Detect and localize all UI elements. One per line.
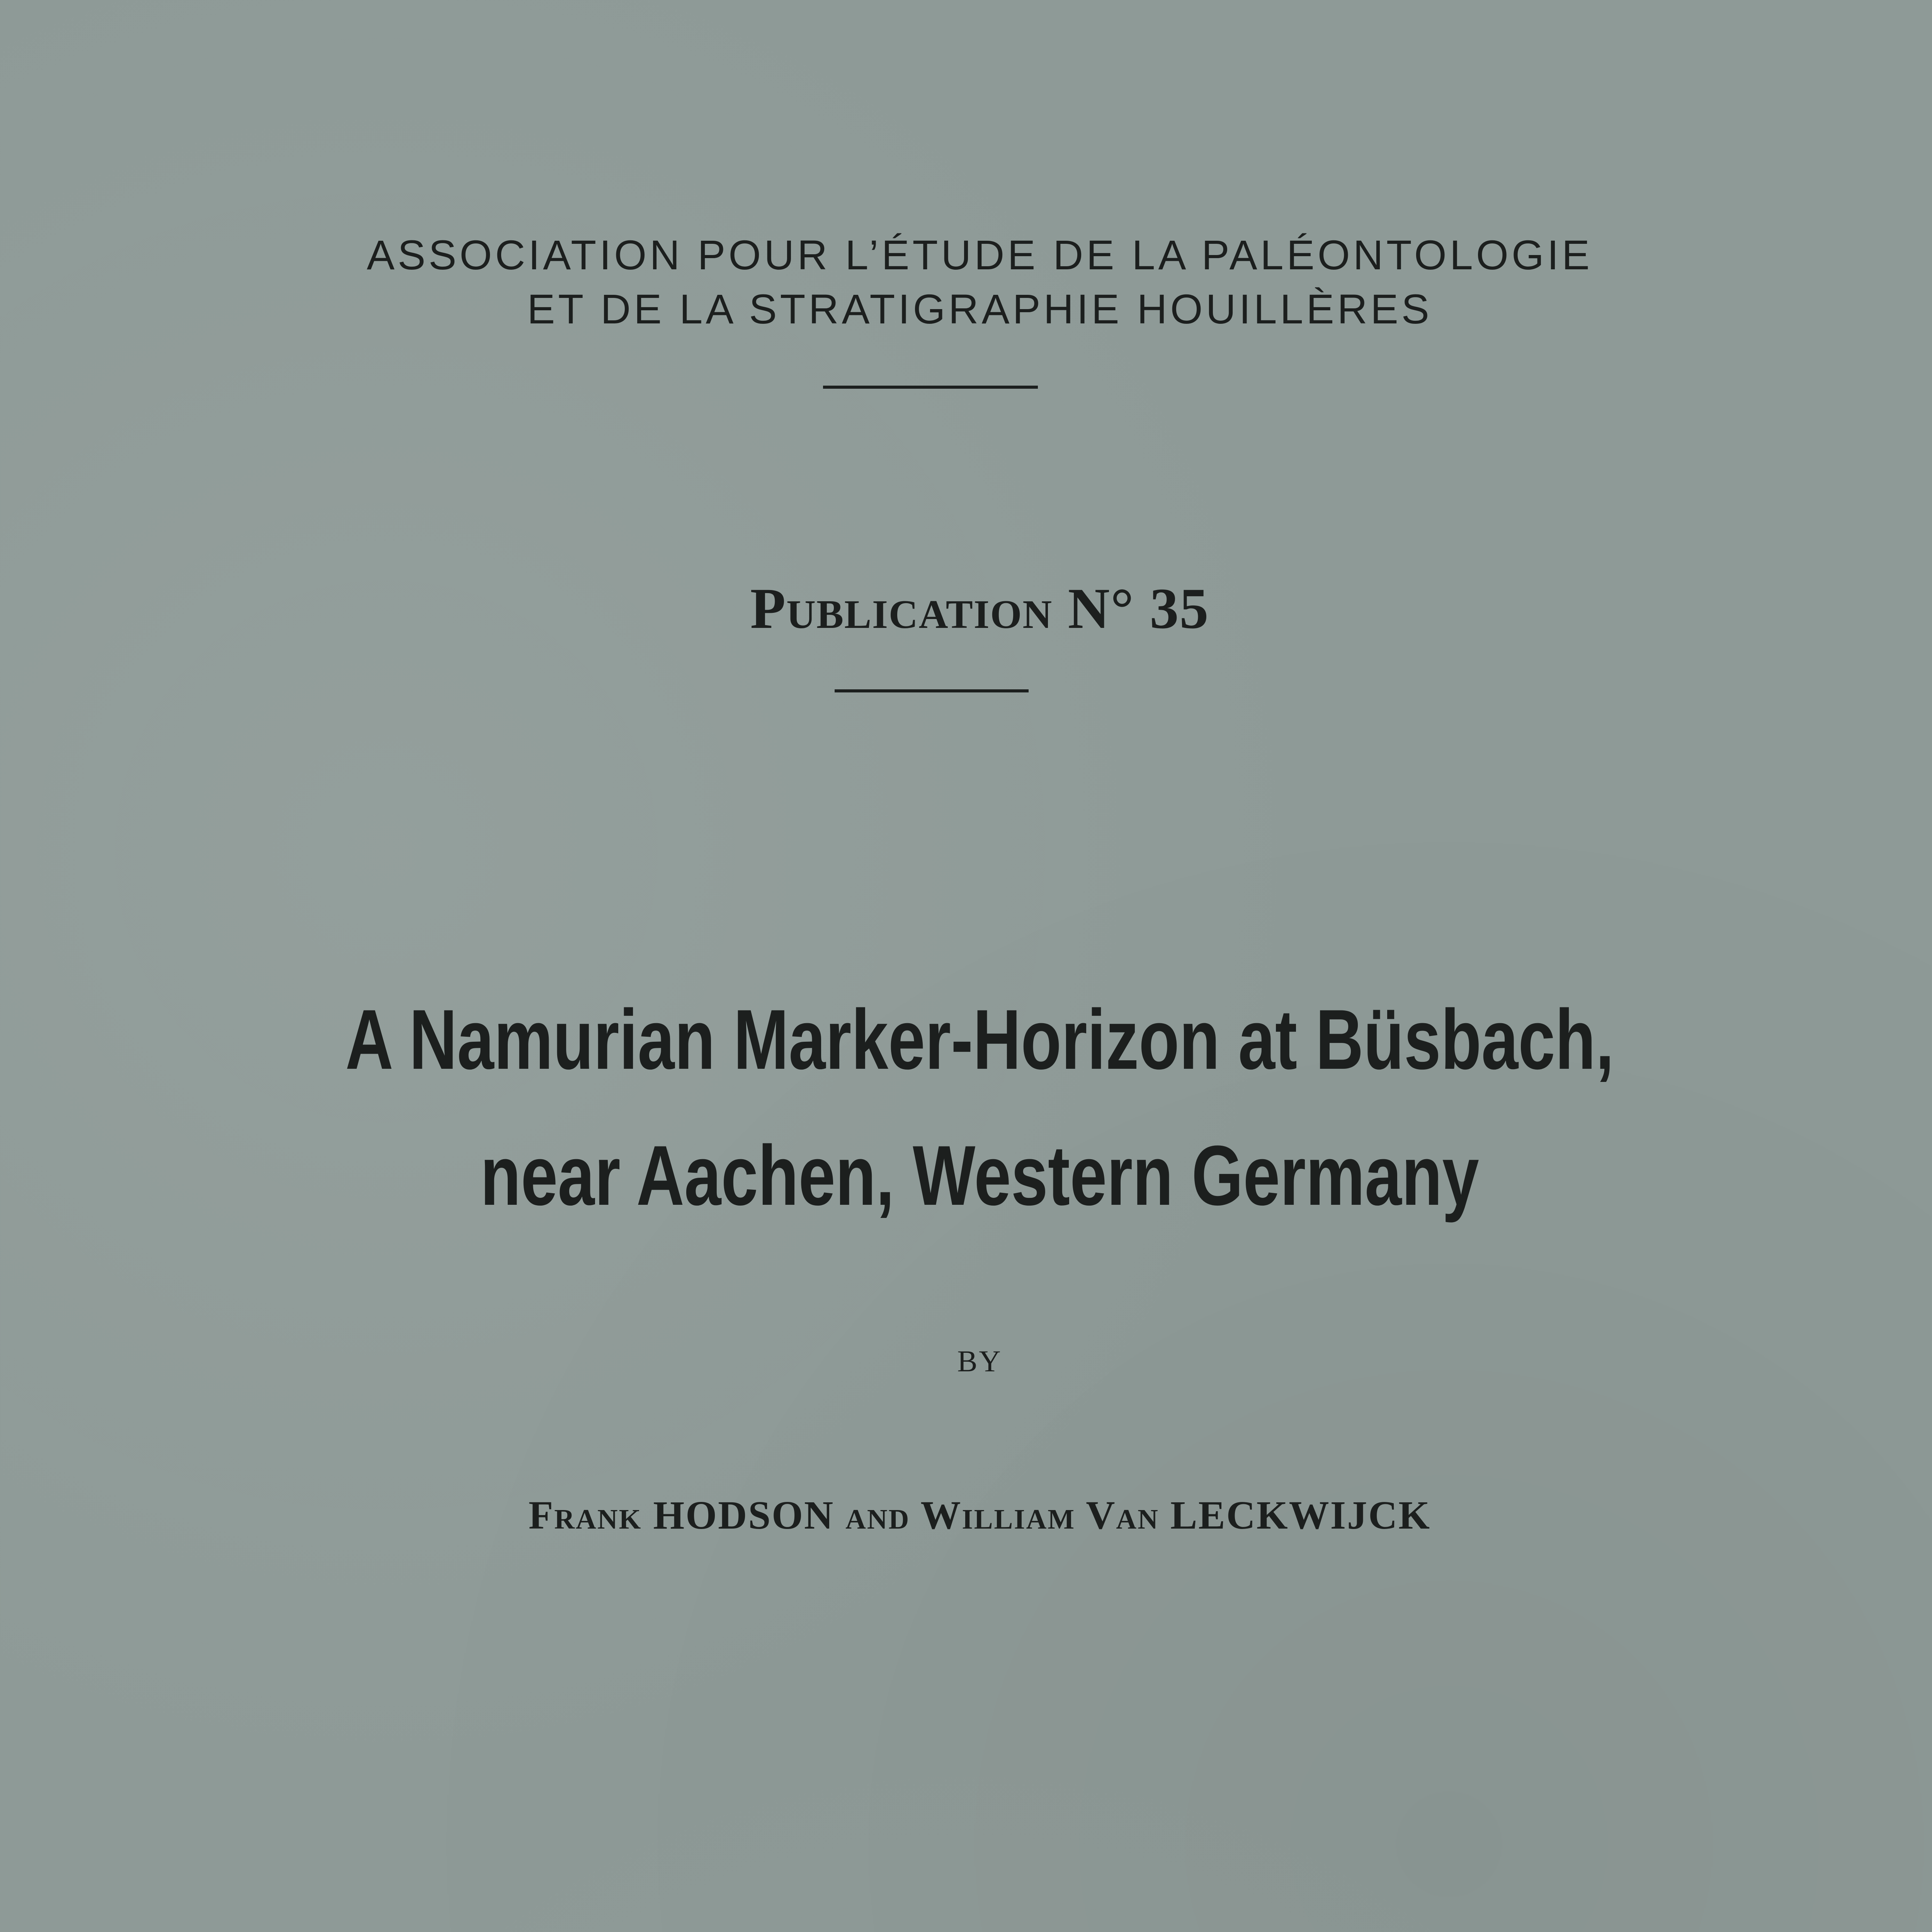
publication-number: Publication N° 35 (750, 577, 1209, 641)
byline-by: BY (957, 1344, 1002, 1378)
title-line-1: A Namurian Marker-Horizon at Büsbach, (345, 992, 1614, 1087)
association-name-line-1: ASSOCIATION POUR L’ÉTUDE DE LA PALÉONTOLOGIE (367, 231, 1593, 278)
divider-rule-bottom (835, 689, 1029, 692)
authors: Frank HODSON and William Van LECKWIJCK (528, 1493, 1431, 1537)
association-name-line-2: ET DE LA STRATIGRAPHIE HOUILLÈRES (527, 286, 1432, 332)
title-line-2: near Aachen, Western Germany (480, 1128, 1479, 1223)
divider-rule-top (823, 386, 1038, 389)
